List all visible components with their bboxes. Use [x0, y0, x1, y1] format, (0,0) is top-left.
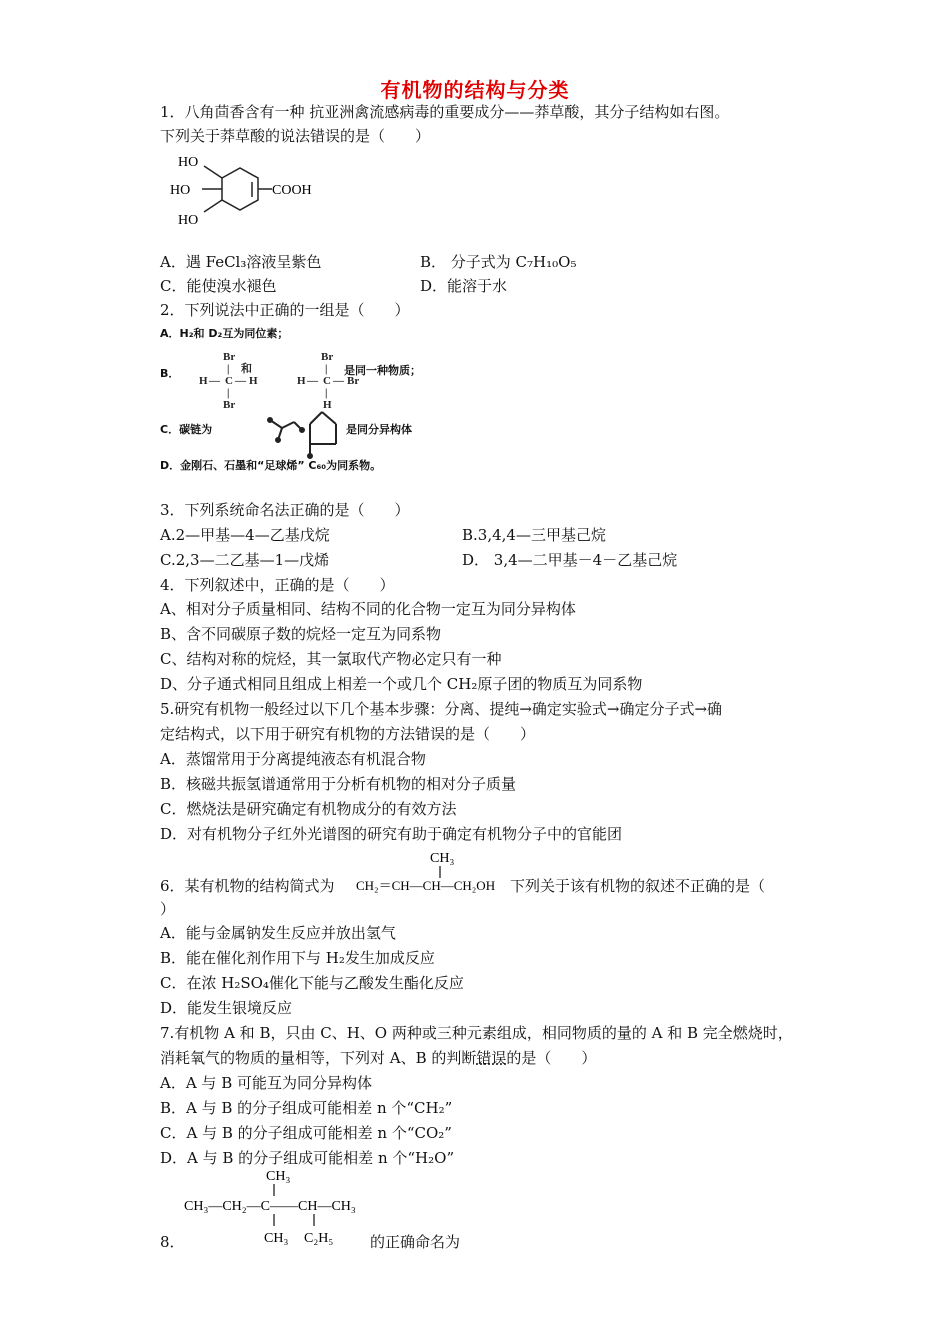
- q1-stem-line1: 1．八角茴香含有一种 抗亚洲禽流感病毒的重要成分——莽草酸，其分子结构如右图。: [160, 103, 730, 121]
- q8-ethyl: C₂H₅: [304, 1231, 334, 1246]
- ho-label-3: HO: [178, 213, 199, 228]
- svg-text:H: H: [199, 375, 208, 387]
- svg-text:H: H: [249, 375, 258, 387]
- q8-bottom-methyl: CH₃: [264, 1231, 289, 1246]
- q2-option-c-suffix: 是同分异构体: [346, 423, 412, 436]
- ho-label-2: HO: [170, 183, 191, 198]
- q5-option-c: C．燃烧法是研究确定有机物成分的有效方法: [160, 800, 457, 818]
- shikimic-acid-structure: [160, 148, 320, 238]
- q1-option-d: D．能溶于水: [420, 277, 508, 295]
- svg-text:C: C: [225, 375, 233, 387]
- svg-text:和: 和: [241, 363, 252, 375]
- q1-option-b: B． 分子式为 C₇H₁₀O₅: [420, 253, 577, 271]
- svg-text:Br: Br: [223, 351, 236, 363]
- svg-text:Br: Br: [321, 351, 334, 363]
- q1-option-a: A．遇 FeCl₃溶液呈紫色: [160, 253, 322, 271]
- q7-option-b: B．A 与 B 的分子组成可能相差 n 个“CH₂”: [160, 1099, 453, 1117]
- q4-stem: 4．下列叙述中，正确的是（ ）: [160, 576, 395, 594]
- q6-option-c: C．在浓 H₂SO₄催化下能与乙酸发生酯化反应: [160, 974, 464, 992]
- q2-option-b-suffix: 是同一种物质；: [344, 364, 421, 377]
- svg-text:—: —: [307, 375, 318, 387]
- q8-main-chain: CH₃—CH₂—C——CH—CH₃: [184, 1199, 356, 1214]
- q4-option-b: B、含不同碳原子数的烷烃一定互为同系物: [160, 625, 442, 643]
- q7-stem-emphasis: 错误: [476, 1049, 507, 1067]
- q8-top-methyl: CH₃: [266, 1169, 291, 1184]
- q2-option-d: D．金刚石、石墨和“足球烯” C₆₀为同系物。: [160, 459, 382, 472]
- q1-stem-line2: 下列关于莽草酸的说法错误的是（ ）: [160, 127, 431, 145]
- q4-option-a: A、相对分子质量相同、结构不同的化合物一定互为同分异构体: [160, 600, 576, 618]
- svg-text:H: H: [297, 375, 306, 387]
- q6-methyl-label: CH₃: [430, 851, 455, 866]
- q5-option-d: D．对有机物分子红外光谱图的研究有助于确定有机物分子中的官能团: [160, 825, 623, 843]
- q7-option-c: C．A 与 B 的分子组成可能相差 n 个“CO₂”: [160, 1124, 452, 1142]
- svg-text:Br: Br: [223, 399, 236, 411]
- q7-stem-line2: [160, 1049, 596, 1068]
- q2-stem: 2．下列说法中正确的一组是（ ）: [160, 301, 410, 319]
- q6-option-a: A．能与金属钠发生反应并放出氢气: [160, 924, 396, 942]
- q7-option-d: D．A 与 B 的分子组成可能相差 n 个“H₂O”: [160, 1149, 455, 1167]
- q6-stem-suffix: 下列关于该有机物的叙述不正确的是（: [510, 877, 766, 895]
- q6-option-d: D．能发生银境反应: [160, 999, 293, 1017]
- q3-option-d: D． 3,4—二甲基－4－乙基己烷: [462, 551, 678, 569]
- q3-stem: 3．下列系统命名法正确的是（ ）: [160, 501, 410, 519]
- dibromomethane-structures: [195, 348, 415, 412]
- svg-text:|: |: [227, 387, 230, 399]
- q5-stem-line2: 定结构式，以下用于研究有机物的方法错误的是（ ）: [160, 725, 536, 743]
- q5-option-a: A．蒸馏常用于分离提纯液态有机混合物: [160, 750, 426, 768]
- q4-option-c: C、结构对称的烷烃，其一氯取代产物必定只有一种: [160, 650, 502, 668]
- svg-text:|: |: [325, 387, 328, 399]
- q3-option-b: B.3,4,4—三甲基己烷: [462, 526, 606, 544]
- carbon-chain-structures: [264, 408, 344, 462]
- svg-text:—: —: [235, 375, 246, 387]
- q1-option-c: C．能使溴水褪色: [160, 277, 277, 295]
- q6-stem-close: ）: [160, 900, 176, 918]
- svg-text:—: —: [333, 375, 344, 387]
- ho-label-1: HO: [178, 155, 199, 170]
- q2-option-a: A．H₂和 D₂互为同位素；: [160, 327, 289, 340]
- q6-stem-prefix: 6．某有机物的结构简式为: [160, 877, 335, 895]
- svg-text:Br: Br: [347, 375, 360, 387]
- q6-formula: CH₂＝CH—CH—CH₂OH: [356, 878, 496, 893]
- q4-option-d: D、分子通式相同且组成上相差一个或几个 CH₂原子团的物质互为同系物: [160, 675, 643, 693]
- q8-structure: [180, 1166, 380, 1250]
- q5-option-b: B．核磁共振氢谱通常用于分析有机物的相对分子质量: [160, 775, 517, 793]
- q6-option-b: B．能在催化剂作用下与 H₂发生加成反应: [160, 949, 435, 967]
- q7-stem-line2-suffix: 的是（ ）: [506, 1049, 597, 1067]
- q5-stem-line1: 5.研究有机物一般经过以下几个基本步骤：分离、提纯→确定实验式→确定分子式→确: [160, 700, 723, 718]
- q8-suffix: 的正确命名为: [370, 1233, 461, 1251]
- q7-stem-line1: 7.有机物 A 和 B，只由 C、H、O 两种或三种元素组成，相同物质的量的 A 和 B 完全燃烧时，: [160, 1024, 793, 1042]
- svg-text:|: |: [227, 363, 230, 375]
- q8-number: 8．: [160, 1233, 185, 1251]
- q3-option-c: C.2,3—二乙基—1—戊烯: [160, 551, 330, 569]
- cooh-label: COOH: [272, 183, 312, 198]
- q3-option-a: A.2—甲基—4—乙基戊烷: [160, 526, 330, 544]
- svg-text:C: C: [323, 375, 331, 387]
- svg-text:H: H: [323, 399, 332, 411]
- svg-text:|: |: [325, 363, 328, 375]
- q6-structure: [352, 846, 508, 896]
- q2-option-c-prefix: C．碳链为: [160, 423, 213, 436]
- q7-option-a: A．A 与 B 可能互为同分异构体: [160, 1074, 372, 1092]
- q7-stem-line2-prefix: 消耗氧气的物质的量相等，下列对 A、B 的判断: [160, 1049, 477, 1067]
- q2-option-b-prefix: B．: [160, 367, 180, 380]
- page-title: 有机物的结构与分类: [380, 78, 570, 102]
- svg-text:—: —: [209, 375, 220, 387]
